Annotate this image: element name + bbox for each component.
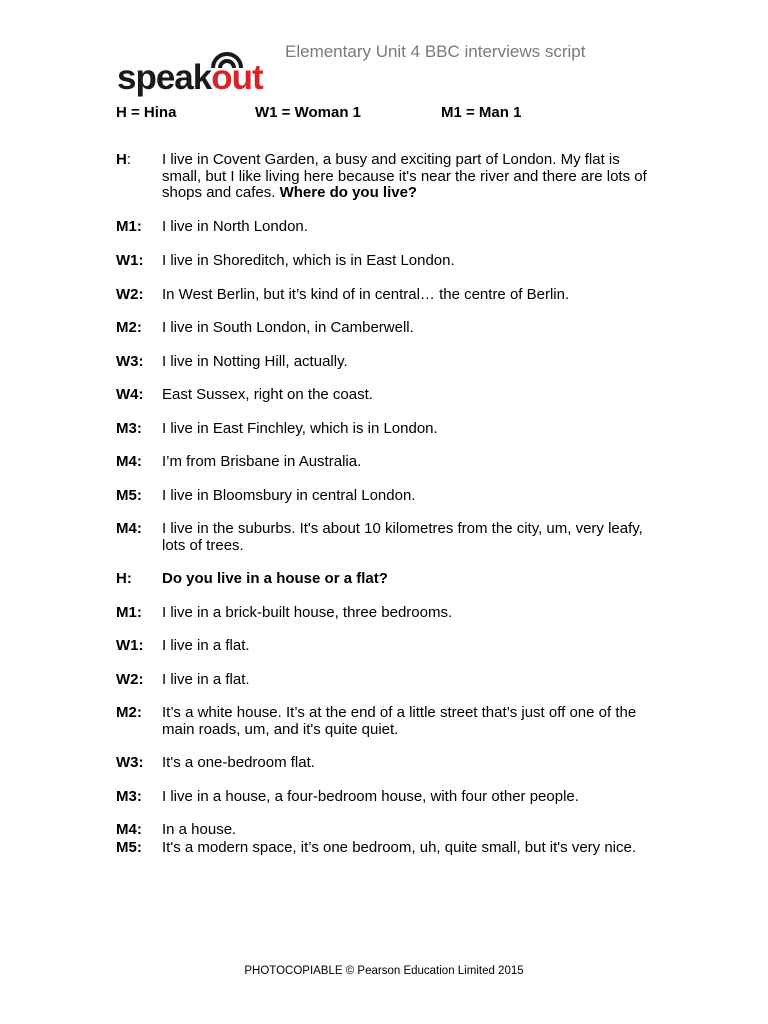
utterance-text	[162, 755, 656, 772]
speaker-label: H:	[116, 570, 132, 587]
utterance-text	[162, 421, 656, 438]
utterance-plain: I live in the suburbs. It's about 10 kilometres from the city, um, very leafy, lots of trees.	[162, 520, 643, 554]
speaker-label: W1:	[116, 637, 144, 654]
utterance-plain: I live in East Finchley, which is in London.	[162, 419, 438, 437]
utterance-plain: I live in Notting Hill, actually.	[162, 352, 348, 370]
utterance-text	[162, 638, 656, 655]
script-line	[116, 387, 656, 404]
speaker-label: W2:	[116, 285, 144, 303]
logo-out: out	[211, 58, 263, 97]
script-line	[116, 521, 656, 554]
script-line	[116, 638, 656, 655]
speaker-label: M4:	[116, 453, 142, 470]
utterance-plain: In a house.	[162, 821, 237, 838]
script-line	[116, 219, 656, 236]
utterance-plain: It's a one-bedroom flat.	[162, 754, 315, 771]
script-line	[116, 672, 656, 689]
utterance-text	[162, 822, 656, 839]
key-man-1: M1 = Man 1	[441, 104, 522, 121]
speaker-label: W3:	[116, 352, 144, 370]
script-line	[116, 287, 656, 304]
script-line	[116, 152, 656, 202]
utterance-plain: I live in North London.	[162, 217, 308, 235]
utterance-plain: I live in a brick-built house, three bedrooms.	[162, 603, 453, 621]
utterance-text	[162, 152, 656, 202]
speaker-label: M2:	[116, 704, 142, 721]
utterance-text	[162, 454, 656, 471]
script-line	[116, 454, 656, 471]
script-line	[116, 320, 656, 337]
utterance-plain: I’m from Brisbane in Australia.	[162, 453, 362, 470]
speaker-label: W1:	[116, 252, 144, 269]
utterance-text	[162, 705, 656, 738]
utterance-text	[162, 521, 656, 554]
key-woman-1: W1 = Woman 1	[255, 104, 361, 121]
utterance-plain: I live in a house, a four-bedroom house, with four other people.	[162, 787, 579, 805]
script-line	[116, 253, 656, 270]
utterance-text	[162, 840, 656, 857]
utterance-text	[162, 287, 656, 304]
speaker-label: H:	[116, 151, 132, 168]
utterance-text	[162, 354, 656, 371]
speaker-label: M2:	[116, 319, 142, 336]
utterance-text	[162, 789, 656, 806]
speaker-label: M4:	[116, 520, 142, 537]
speaker-label: M1:	[116, 217, 142, 235]
utterance-plain: It's a modern space, it’s one bedroom, uh, quite small, but it's very nice.	[162, 838, 637, 856]
utterance-plain: I live in South London, in Camberwell.	[162, 319, 414, 336]
script-line	[116, 755, 656, 772]
script-line	[116, 605, 656, 622]
logo-wordmark	[117, 58, 263, 98]
speaker-label: W3:	[116, 754, 144, 771]
key-hina: H = Hina	[116, 104, 177, 121]
utterance-plain: I live in Shoreditch, which is in East London.	[162, 252, 455, 269]
speaker-label: M3:	[116, 787, 142, 805]
utterance-text	[162, 488, 656, 505]
footer-copyright: PHOTOCOPIABLE © Pearson Education Limited 2015	[244, 965, 524, 977]
interview-script	[116, 152, 656, 856]
utterance-text	[162, 672, 656, 689]
utterance-plain: In West Berlin, but it’s kind of in central… the centre of Berlin.	[162, 285, 570, 303]
utterance-text	[162, 387, 656, 404]
document-title: Elementary Unit 4 BBC interviews script	[285, 42, 586, 61]
utterance-plain: It’s a white house. It’s at the end of a little street that’s just off one of the main roads, um, and it's quite quiet.	[162, 704, 637, 738]
speaker-label: M3:	[116, 419, 142, 437]
script-line	[116, 354, 656, 371]
logo-speak: speak	[117, 58, 212, 97]
speakout-logo	[117, 50, 277, 98]
speaker-label: W2:	[116, 670, 144, 688]
speaker-label: M1:	[116, 603, 142, 621]
utterance-plain: I live in Bloomsbury in central London.	[162, 486, 416, 504]
utterance-question: Where do you live?	[279, 184, 418, 201]
utterance-plain: I live in a flat.	[162, 670, 250, 688]
utterance-text	[162, 253, 656, 270]
speaker-label: M4:	[116, 821, 142, 838]
script-line	[116, 421, 656, 438]
speaker-label: M5:	[116, 838, 142, 856]
script-line	[116, 705, 656, 738]
speaker-key	[116, 104, 676, 124]
script-line	[116, 571, 656, 588]
utterance-text	[162, 571, 656, 588]
utterance-question: Do you live in a house or a flat?	[162, 570, 388, 587]
speaker-label: M5:	[116, 486, 142, 504]
script-line	[116, 840, 656, 857]
script-line	[116, 822, 656, 839]
utterance-text	[162, 320, 656, 337]
utterance-plain: East Sussex, right on the coast.	[162, 386, 373, 403]
utterance-text	[162, 219, 656, 236]
script-line	[116, 488, 656, 505]
script-line	[116, 789, 656, 806]
utterance-text	[162, 605, 656, 622]
speaker-label: W4:	[116, 386, 144, 403]
utterance-plain: I live in a flat.	[162, 637, 250, 654]
utterance-plain: I live in Covent Garden, a busy and exciting part of London. My flat is small, but I like living here because it's near the river and there are lots of shops and cafes.	[162, 151, 647, 201]
